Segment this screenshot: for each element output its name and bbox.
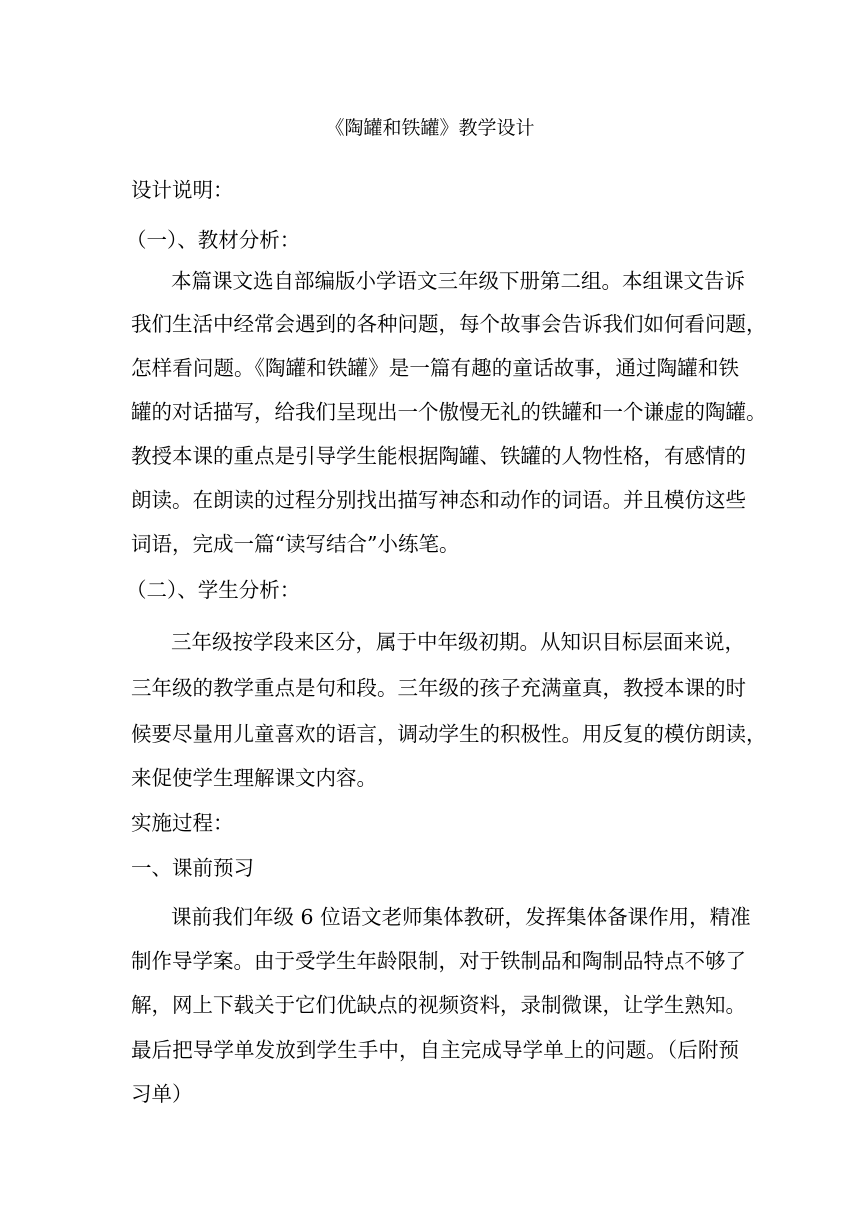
section1-heading: （一）、教材分析： [126,228,301,252]
section2-heading: （二）、学生分析： [126,578,301,602]
section1-line-3: 怎样看问题。《陶罐和铁罐》是一篇有趣的童话故事，通过陶罐和铁 [131,356,739,380]
part1-line-2: 制作导学案。由于受学生年龄限制，对于铁制品和陶制品特点不够了 [131,949,746,973]
part1-heading: 一、课前预习 [131,856,254,880]
section2-line-2: 三年级的教学重点是句和段。三年级的孩子充满童真，教授本课的时 [131,676,746,700]
part1-line-5: 习单） [131,1082,193,1106]
part1-line-1: 课前我们年级 6 位语文老师集体教研，发挥集体备课作用，精准 [171,905,751,929]
section2-line-4: 来促使学生理解课文内容。 [131,766,377,790]
section1-line-4: 罐的对话描写，给我们呈现出一个傲慢无礼的铁罐和一个谦虚的陶罐。 [131,400,767,424]
section1-line-6: 朗读。在朗读的过程分别找出描写神态和动作的词语。并且模仿这些 [131,488,746,512]
section2-line-3: 候要尽量用儿童喜欢的语言，调动学生的积极性。用反复的模仿朗读， [131,722,767,746]
section1-line-5: 教授本课的重点是引导学生能根据陶罐、铁罐的人物性格，有感情的 [131,444,746,468]
section1-line-2: 我们生活中经常会遇到的各种问题，每个故事会告诉我们如何看问题， [131,312,767,336]
process-heading: 实施过程： [131,811,234,835]
section1-line-1: 本篇课文选自部编版小学语文三年级下册第二组。本组课文告诉 [171,269,745,293]
design-note-heading: 设计说明： [131,178,234,202]
document-title: 《陶罐和铁罐》教学设计 [325,117,535,139]
part1-line-4: 最后把导学单发放到学生手中，自主完成导学单上的问题。（后附预 [131,1038,739,1062]
section1-line-7: 词语，完成一篇“读写结合”小练笔。 [131,532,460,556]
section2-line-1: 三年级按学段来区分，属于中年级初期。从知识目标层面来说， [171,630,745,654]
part1-line-3: 解，网上下载关于它们优缺点的视频资料，录制微课，让学生熟知。 [131,993,746,1017]
